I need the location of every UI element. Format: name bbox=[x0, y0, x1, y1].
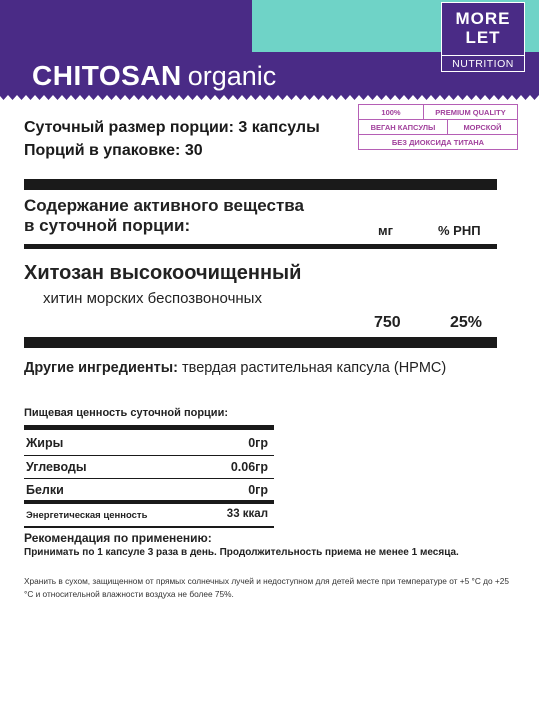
nutrition-carbs-label: Углеводы bbox=[26, 460, 87, 474]
active-heading-line2: в суточной порции: bbox=[24, 216, 191, 235]
ingredient-percent: 25% bbox=[450, 314, 483, 331]
other-ingredients-value: твердая растительная капсула (HPMC) bbox=[182, 360, 447, 376]
title-bold: CHITOSAN bbox=[32, 60, 182, 91]
other-ingredients bbox=[24, 360, 446, 376]
logo-line1: MORE bbox=[455, 9, 511, 28]
ingredient-name: Хитозан высокоочищенный bbox=[24, 262, 302, 284]
storage-conditions: Хранить в сухом, защищенном от прямых солнечных лучей и недоступном для детей месте при температуре от +5 °С до +25 °С и относительной влажности воздуха не более 75%. bbox=[24, 576, 509, 599]
recommendation-text: Принимать по 1 капсуле 3 раза в день. Продолжительность приема не менее 1 месяца. bbox=[24, 547, 459, 558]
brand-logo bbox=[441, 2, 525, 72]
badge-100: 100% bbox=[381, 107, 401, 117]
divider-medium bbox=[24, 244, 497, 249]
badge-vegan: ВЕГАН КАПСУЛЫ bbox=[370, 122, 436, 132]
servings-per-container: Порций в упаковке: 30 bbox=[24, 142, 203, 159]
nutrition-fat-label: Жиры bbox=[26, 436, 64, 450]
title-light: organic bbox=[187, 61, 277, 91]
ingredient-amount: 750 bbox=[374, 314, 401, 331]
nutrition-protein-value: 0гр bbox=[248, 483, 268, 497]
quality-badge bbox=[358, 104, 518, 150]
divider-thick-bottom bbox=[24, 337, 497, 348]
other-ingredients-label: Другие ингредиенты: bbox=[24, 360, 178, 376]
nutrition-divider-thick bbox=[24, 425, 274, 430]
badge-no-tio2: БЕЗ ДИОКСИДА ТИТАНА bbox=[391, 138, 485, 147]
divider-thick-top bbox=[24, 179, 497, 190]
nutrition-fat-value: 0гр bbox=[248, 436, 268, 450]
column-unit: мг bbox=[378, 223, 394, 238]
nutrition-divider-thick bbox=[24, 500, 274, 504]
nutrition-divider bbox=[24, 526, 274, 528]
product-title bbox=[32, 60, 276, 92]
active-heading-line1: Содержание активного вещества bbox=[24, 196, 304, 215]
ingredient-source: хитин морских беспозвоночных bbox=[43, 290, 262, 307]
badge-premium: PREMIUM QUALITY bbox=[423, 105, 517, 119]
nutrition-carbs-value: 0.06гр bbox=[230, 460, 268, 474]
serving-size: Суточный размер порции: 3 капсулы bbox=[24, 119, 320, 136]
logo-line2: LET bbox=[465, 28, 501, 47]
nutrition-divider bbox=[24, 478, 274, 479]
recommendation-title: Рекомендация по применению: bbox=[24, 531, 212, 545]
badge-marine: МОРСКОЙ bbox=[447, 120, 517, 134]
logo-line3: NUTRITION bbox=[442, 55, 524, 70]
column-rnp: % РНП bbox=[438, 223, 481, 238]
nutrition-heading: Пищевая ценность суточной порции: bbox=[24, 407, 228, 419]
nutrition-energy-value: 33 ккал bbox=[226, 508, 268, 520]
header-top-purple bbox=[0, 0, 252, 52]
header-zigzag-edge bbox=[0, 92, 539, 100]
nutrition-energy-label: Энергетическая ценность bbox=[26, 510, 148, 521]
nutrition-protein-label: Белки bbox=[26, 483, 64, 497]
nutrition-divider bbox=[24, 455, 274, 456]
